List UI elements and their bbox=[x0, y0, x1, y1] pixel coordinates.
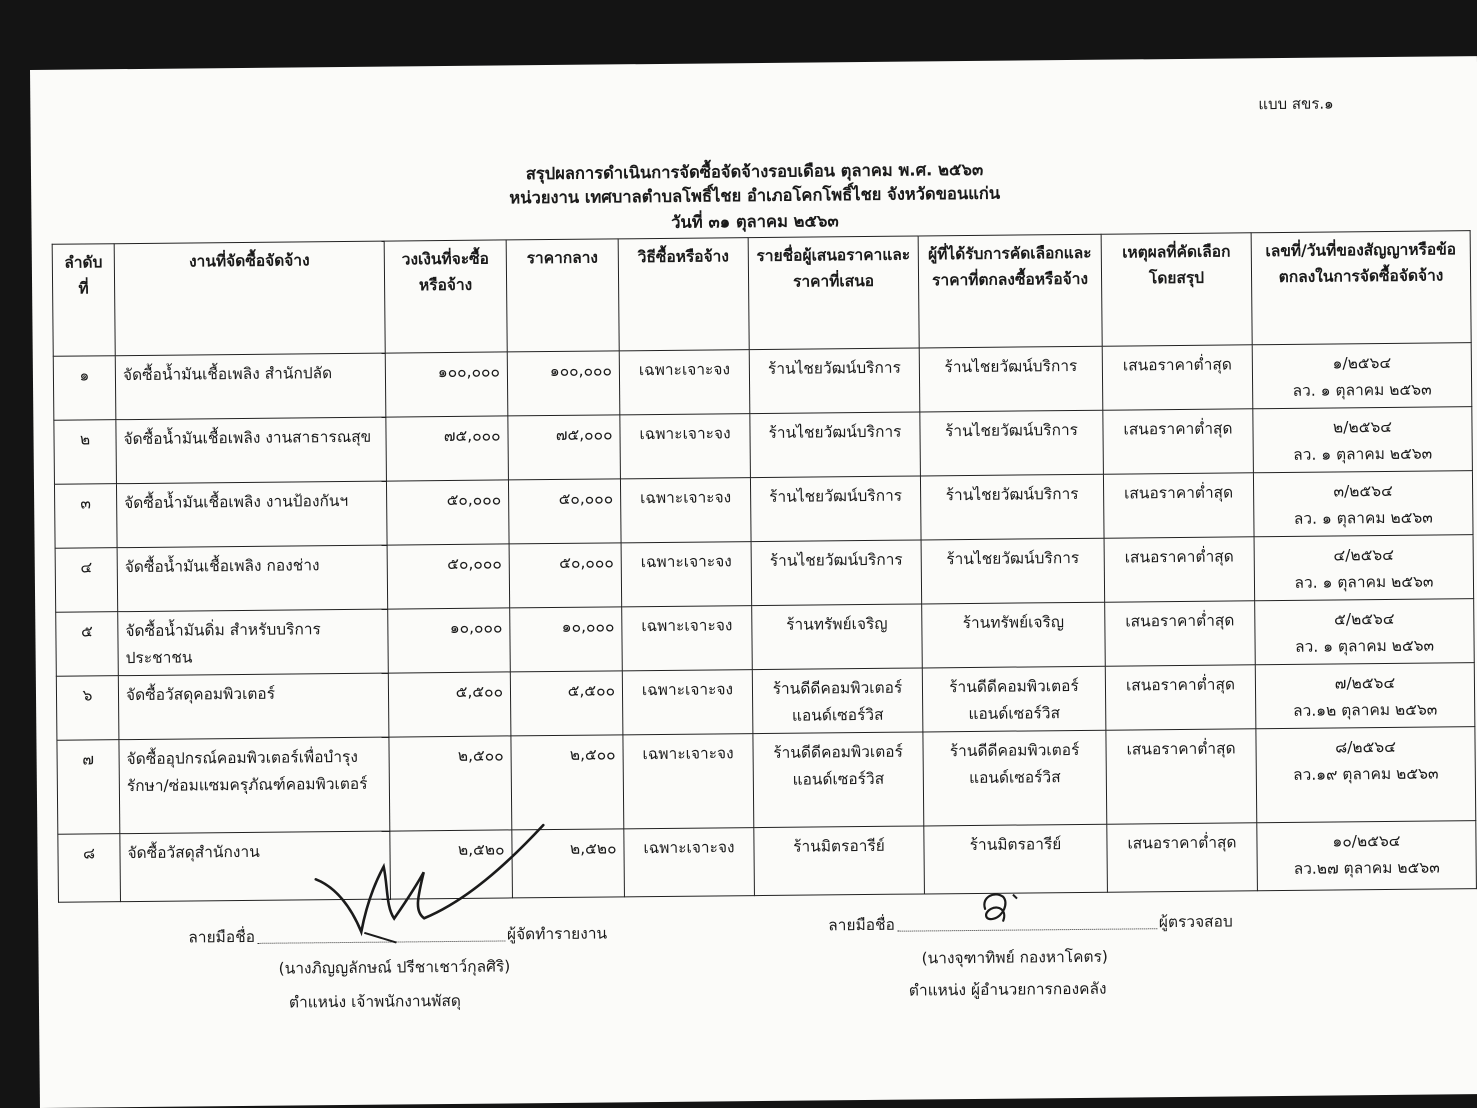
col-header-contract: เลขที่/วันที่ของสัญญาหรือข้อตกลงในการจัดซื้อจัดจ้าง bbox=[1251, 231, 1471, 345]
col-header-budget: วงเงินที่จะซื้อหรือจ้าง bbox=[384, 240, 507, 353]
budget-cell: ๕๐,๐๐๐ bbox=[387, 544, 510, 609]
col-header-method: วิธีซื้อหรือจ้าง bbox=[618, 238, 749, 351]
report-date: วันที่ ๓๑ ตุลาคม ๒๕๖๓ bbox=[671, 211, 839, 232]
contract-number: ๘/๒๕๖๔ bbox=[1335, 737, 1396, 757]
budget-cell: ๕,๕๐๐ bbox=[388, 672, 511, 737]
selected-cell: ร้านดีดีคอมพิวเตอร์ แอนด์เซอร์วิส bbox=[922, 666, 1106, 732]
item-cell: จัดซื้อน้ำมันเชื้อเพลิง งานป้องกันฯ bbox=[116, 481, 387, 548]
report-title: สรุปผลการดำเนินการจัดซื้อจัดจ้างรอบเดือน ตุลาคม พ.ศ. ๒๕๖๓ bbox=[525, 159, 984, 184]
contract-cell bbox=[1256, 727, 1476, 823]
row-number: ๑ bbox=[53, 356, 116, 421]
inspector-signature-scribble bbox=[973, 886, 1033, 931]
method-cell: เฉพาะเจาะจง bbox=[620, 414, 751, 479]
selected-cell: ร้านไชยวัฒน์บริการ bbox=[920, 410, 1104, 476]
contract-number: ๓/๒๕๖๔ bbox=[1333, 481, 1393, 501]
bidders-cell: ร้านไชยวัฒน์บริการ bbox=[750, 412, 921, 478]
median-price-cell: ๒,๕๐๐ bbox=[511, 735, 624, 830]
contract-date: ลว.๑๙ ตุลาคม ๒๕๖๓ bbox=[1293, 764, 1439, 785]
col-header-bidders: รายชื่อผู้เสนอราคาและราคาที่เสนอ bbox=[748, 236, 919, 350]
selected-cell: ร้านไชยวัฒน์บริการ bbox=[919, 346, 1103, 412]
item-cell: จัดซื้อน้ำมันดิ่ม สำหรับบริการประชาชน bbox=[118, 609, 389, 676]
col-header-item: งานที่จัดซื้อจัดจ้าง bbox=[114, 241, 385, 356]
row-number: ๕ bbox=[56, 612, 119, 677]
reason-cell: เสนอราคาต่ำสุด bbox=[1103, 409, 1254, 474]
row-number: ๓ bbox=[54, 484, 117, 549]
col-header-no: ลำดับที่ bbox=[52, 244, 115, 357]
bidders-cell: ร้านไชยวัฒน์บริการ bbox=[750, 476, 921, 542]
contract-date: ลว. ๑ ตุลาคม ๒๕๖๓ bbox=[1293, 508, 1433, 529]
reason-cell: เสนอราคาต่ำสุด bbox=[1104, 537, 1255, 602]
preparer-position: ตำแหน่ง เจ้าพนักงานพัสดุ bbox=[288, 991, 462, 1012]
method-cell: เฉพาะเจาะจง bbox=[620, 478, 751, 543]
contract-cell bbox=[1257, 821, 1477, 891]
agency-line: หน่วยงาน เทศบาลตำบลโพธิ์ไชย อำเภอโคกโพธิ์ไชย จังหวัดขอนแก่น bbox=[509, 183, 1001, 208]
signature-prefix: ลายมือชื่อ bbox=[188, 927, 256, 947]
contract-cell bbox=[1253, 471, 1473, 537]
contract-date: ลว. ๑ ตุลาคม ๒๕๖๓ bbox=[1293, 444, 1433, 465]
contract-number: ๑๐/๒๕๖๔ bbox=[1332, 831, 1401, 851]
budget-cell: ๗๕,๐๐๐ bbox=[386, 416, 509, 481]
row-number: ๖ bbox=[56, 676, 119, 741]
median-price-cell: ๕๐,๐๐๐ bbox=[509, 543, 622, 608]
budget-cell: ๕๐,๐๐๐ bbox=[386, 480, 509, 545]
table-row bbox=[57, 727, 1476, 835]
bidders-cell: ร้านทรัพย์เจริญ bbox=[752, 604, 923, 670]
item-cell: จัดซื้อน้ำมันเชื้อเพลิง สำนักปลัด bbox=[115, 353, 386, 420]
item-cell: จัดซื้อน้ำมันเชื้อเพลิง กองช่าง bbox=[117, 545, 388, 612]
bidders-cell: ร้านไชยวัฒน์บริการ bbox=[749, 348, 920, 414]
contract-cell bbox=[1255, 663, 1475, 729]
method-cell: เฉพาะเจาะจง bbox=[619, 350, 750, 415]
col-header-median-price: ราคากลาง bbox=[506, 239, 619, 352]
bidders-cell: ร้านมิตรอารีย์ bbox=[754, 826, 925, 896]
col-header-reason: เหตุผลที่คัดเลือกโดยสรุป bbox=[1101, 233, 1252, 346]
selected-cell: ร้านทรัพย์เจริญ bbox=[922, 602, 1106, 668]
median-price-cell: ๒,๕๒๐ bbox=[512, 829, 625, 898]
method-cell: เฉพาะเจาะจง bbox=[622, 606, 753, 671]
bidders-cell: ร้านไชยวัฒน์บริการ bbox=[751, 540, 922, 606]
budget-cell: ๒,๕๒๐ bbox=[390, 830, 513, 899]
item-cell: จัดซื้อวัสดุสำนักงาน bbox=[120, 831, 391, 902]
contract-cell bbox=[1255, 599, 1475, 665]
bidders-cell: ร้านดีดีคอมพิวเตอร์ แอนด์เซอร์วิส bbox=[752, 668, 923, 734]
reason-cell: เสนอราคาต่ำสุด bbox=[1105, 601, 1256, 666]
inspector-name: (นางจุฑาทิพย์ กองหาโคตร) bbox=[921, 947, 1108, 968]
method-cell: เฉพาะเจาะจง bbox=[621, 542, 752, 607]
preparer-signature-scribble bbox=[305, 805, 556, 947]
row-number: ๗ bbox=[57, 740, 120, 835]
contract-cell bbox=[1252, 343, 1472, 409]
signature-role: ผู้ตรวจสอบ bbox=[1158, 912, 1233, 932]
selected-cell: ร้านไชยวัฒน์บริการ bbox=[921, 538, 1105, 604]
inspector-position: ตำแหน่ง ผู้อำนวยการกองคลัง bbox=[908, 979, 1107, 1000]
contract-number: ๔/๒๕๖๔ bbox=[1333, 545, 1395, 565]
item-cell: จัดซื้ออุปกรณ์คอมพิวเตอร์เพื่อบำรุงรักษา/ซ่อมแซมครุภัณฑ์คอมพิวเตอร์ bbox=[119, 737, 390, 834]
selected-cell: ร้านมิตรอารีย์ bbox=[924, 824, 1108, 894]
contract-number: ๗/๒๕๖๔ bbox=[1334, 673, 1396, 693]
selected-cell: ร้านดีดีคอมพิวเตอร์ แอนด์เซอร์วิส bbox=[923, 730, 1107, 826]
method-cell: เฉพาะเจาะจง bbox=[624, 828, 755, 897]
procurement-table bbox=[52, 230, 1477, 903]
reason-cell: เสนอราคาต่ำสุด bbox=[1105, 665, 1256, 730]
method-cell: เฉพาะเจาะจง bbox=[622, 670, 753, 735]
preparer-name: (นางภิญญลักษณ์ ปรีชาเชาว์กุลศิริ) bbox=[278, 957, 511, 978]
row-number: ๒ bbox=[54, 420, 117, 485]
contract-date: ลว.๒๗ ตุลาคม ๒๕๖๓ bbox=[1293, 858, 1440, 879]
contract-number: ๑/๒๕๖๔ bbox=[1332, 353, 1392, 373]
col-header-selected: ผู้ที่ได้รับการคัดเลือกและราคาที่ตกลงซื้อหรือจ้าง bbox=[918, 234, 1102, 348]
signature-role: ผู้จัดทำรายงาน bbox=[506, 924, 608, 944]
selected-cell: ร้านไชยวัฒน์บริการ bbox=[920, 474, 1104, 540]
budget-cell: ๑๐๐,๐๐๐ bbox=[385, 352, 508, 417]
signature-prefix: ลายมือชื่อ bbox=[828, 915, 895, 935]
median-price-cell: ๕,๕๐๐ bbox=[510, 671, 623, 736]
contract-number: ๒/๒๕๖๔ bbox=[1332, 417, 1393, 437]
row-number: ๔ bbox=[55, 548, 118, 613]
median-price-cell: ๕๐,๐๐๐ bbox=[508, 479, 621, 544]
contract-cell bbox=[1254, 535, 1474, 601]
contract-cell bbox=[1253, 407, 1473, 473]
median-price-cell: ๑๐๐,๐๐๐ bbox=[507, 351, 620, 416]
budget-cell: ๑๐,๐๐๐ bbox=[388, 608, 511, 673]
reason-cell: เสนอราคาต่ำสุด bbox=[1106, 729, 1257, 824]
contract-number: ๕/๒๕๖๔ bbox=[1333, 609, 1395, 629]
item-cell: จัดซื้อน้ำมันเชื้อเพลิง งานสาธารณสุข bbox=[116, 417, 387, 484]
contract-date: ลว. ๑ ตุลาคม ๒๕๖๓ bbox=[1295, 636, 1435, 657]
budget-cell: ๒,๕๐๐ bbox=[389, 736, 512, 831]
table-header-row bbox=[52, 231, 1471, 357]
reason-cell: เสนอราคาต่ำสุด bbox=[1103, 473, 1254, 538]
row-number: ๘ bbox=[58, 834, 121, 903]
method-cell: เฉพาะเจาะจง bbox=[623, 734, 754, 829]
form-code: แบบ สขร.๑ bbox=[1258, 94, 1334, 114]
document-page bbox=[30, 56, 1477, 1108]
reason-cell: เสนอราคาต่ำสุด bbox=[1102, 345, 1253, 410]
median-price-cell: ๑๐,๐๐๐ bbox=[510, 607, 623, 672]
contract-date: ลว. ๑ ตุลาคม ๒๕๖๓ bbox=[1292, 380, 1432, 401]
bidders-cell: ร้านดีดีคอมพิวเตอร์ แอนด์เซอร์วิส bbox=[753, 732, 924, 828]
contract-date: ลว.๑๒ ตุลาคม ๒๕๖๓ bbox=[1292, 700, 1438, 721]
median-price-cell: ๗๕,๐๐๐ bbox=[508, 415, 621, 480]
contract-date: ลว. ๑ ตุลาคม ๒๕๖๓ bbox=[1294, 572, 1434, 593]
item-cell: จัดซื้อวัสดุคอมพิวเตอร์ bbox=[118, 673, 389, 740]
reason-cell: เสนอราคาต่ำสุด bbox=[1107, 823, 1258, 892]
table-row bbox=[58, 821, 1477, 903]
